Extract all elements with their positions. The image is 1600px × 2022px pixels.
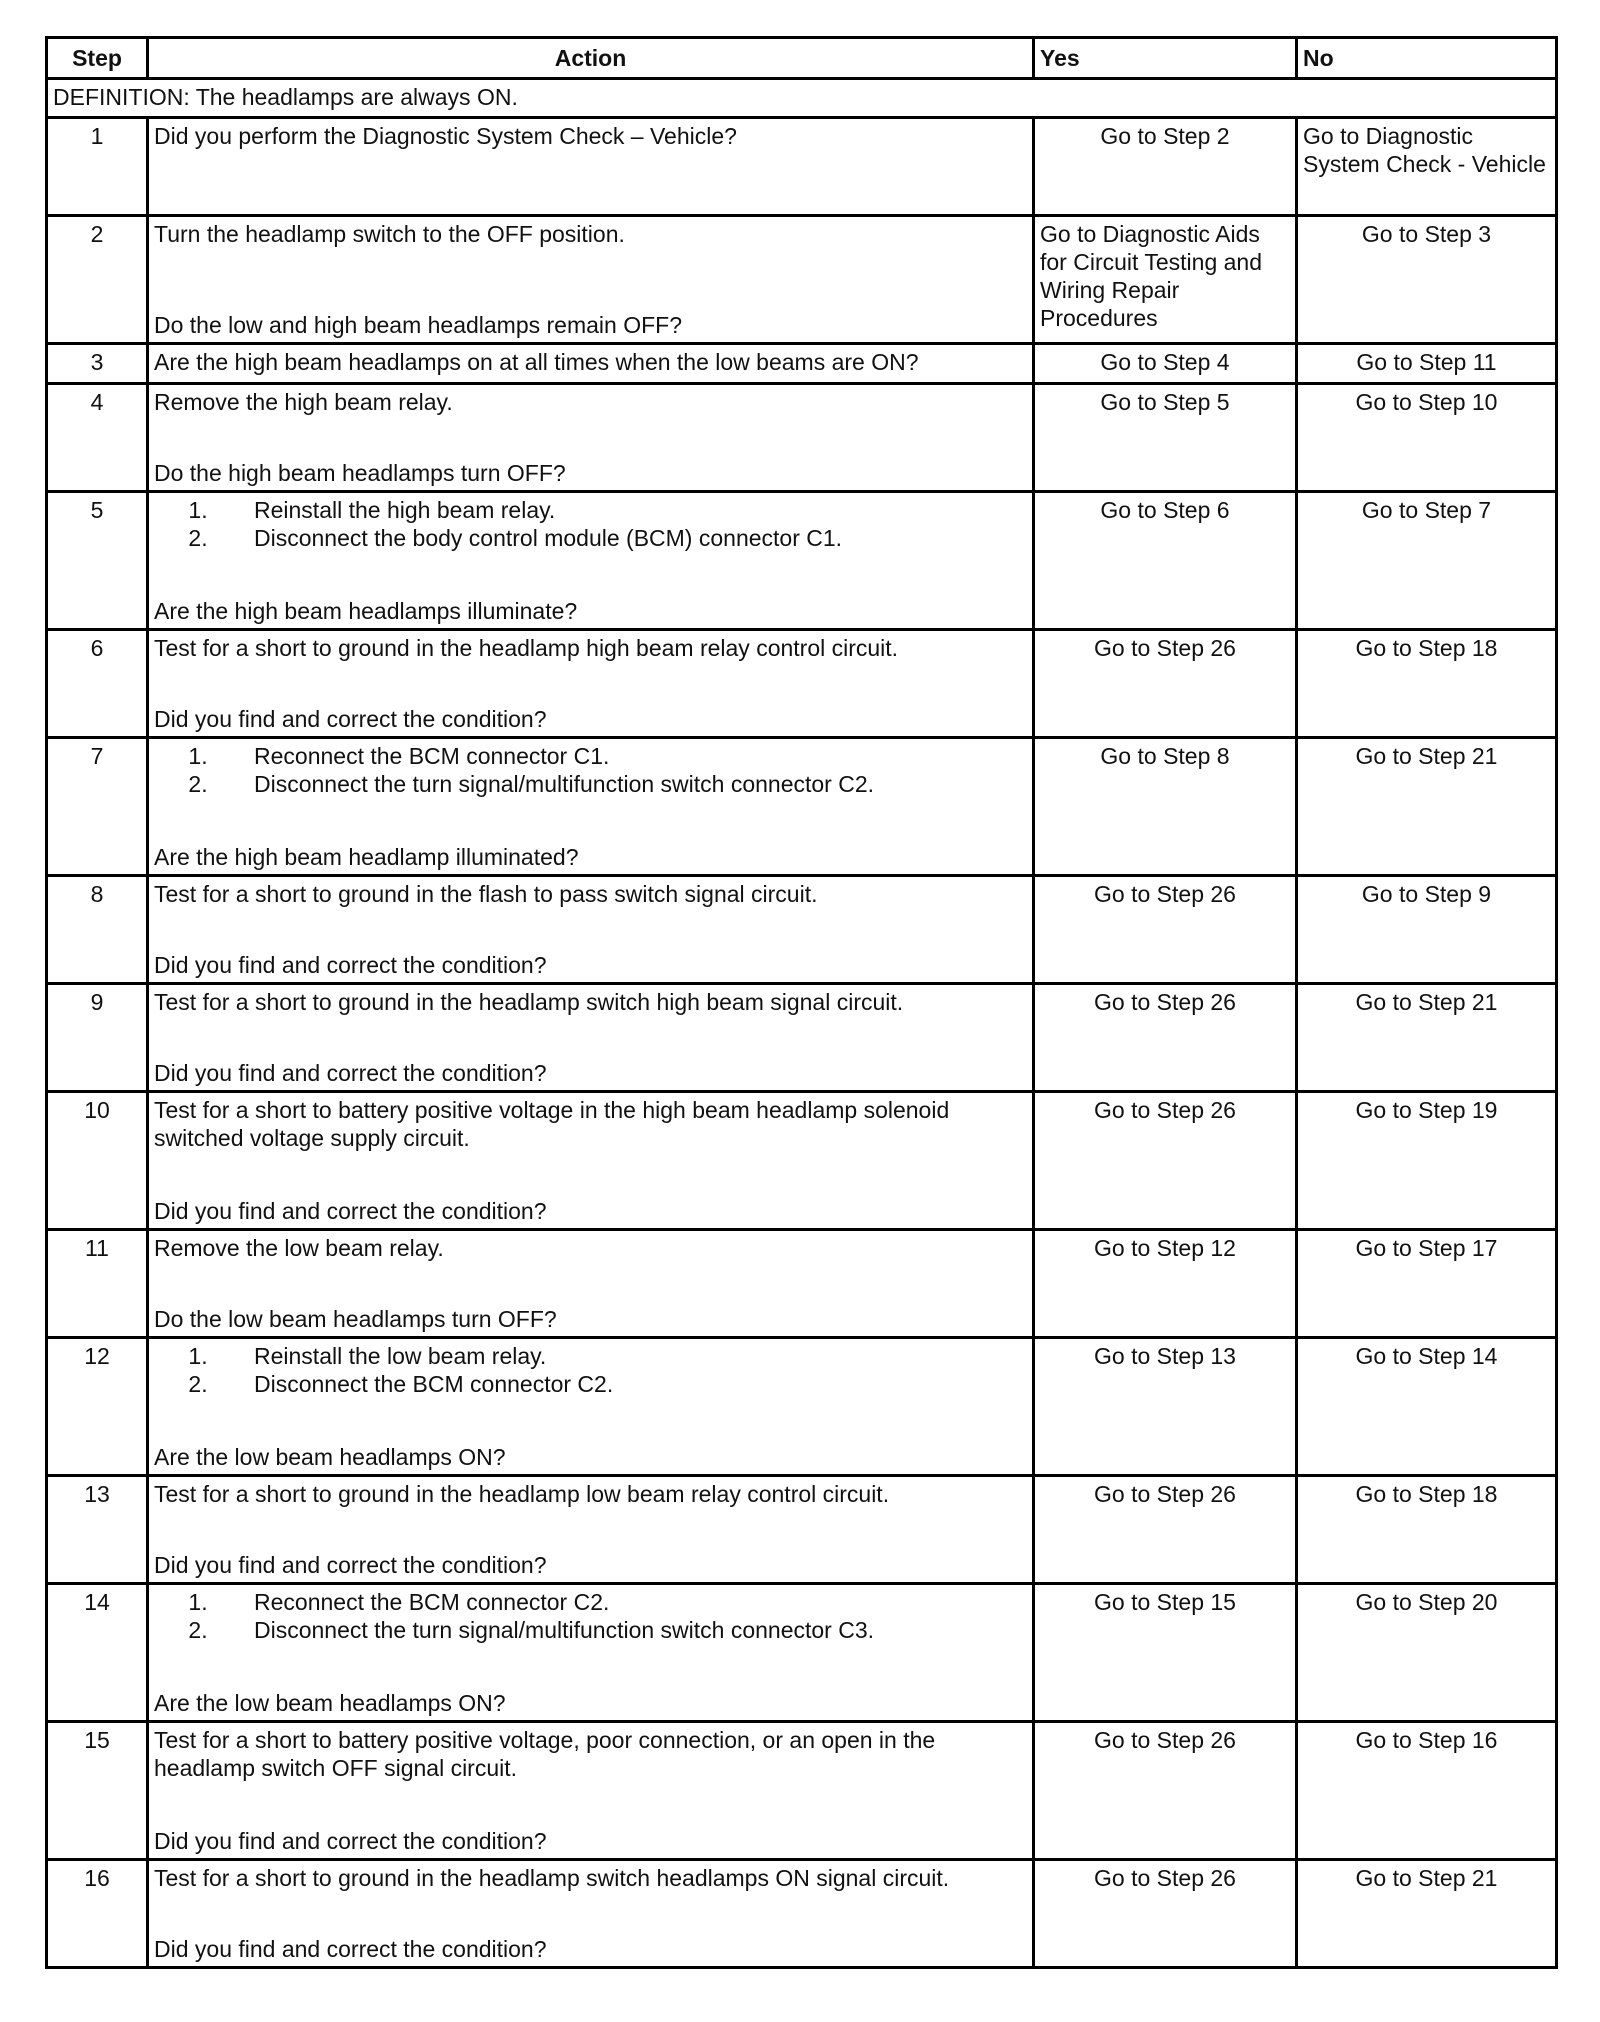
table-row: [47, 216, 1557, 344]
substep-item: 1. Reconnect the BCM connector C2.: [214, 1588, 1027, 1616]
action-cell: [148, 738, 1034, 876]
table-row: [47, 1584, 1557, 1722]
substep-item: 2. Disconnect the body control module (BCM) connector C1.: [214, 524, 1027, 552]
action-question: Do the high beam headlamps turn OFF?: [154, 460, 566, 486]
no-cell: Go to Step 7: [1297, 492, 1557, 630]
step-number: 5: [47, 492, 148, 630]
action-instruction: Test for a short to battery positive voltage in the high beam headlamp solenoid switched voltage supply circuit.: [154, 1097, 950, 1151]
step-number: 2: [47, 216, 148, 344]
table-row: [47, 1092, 1557, 1230]
table-row: [47, 738, 1557, 876]
definition-row: [47, 79, 1557, 118]
action-question: Did you find and correct the condition?: [154, 952, 547, 978]
step-number: 1: [47, 118, 148, 216]
no-cell: Go to Step 9: [1297, 876, 1557, 984]
table-row: [47, 630, 1557, 738]
yes-cell: Go to Step 2: [1034, 118, 1297, 216]
table-row: [47, 876, 1557, 984]
action-cell: [148, 118, 1034, 216]
no-cell: Go to Step 16: [1297, 1722, 1557, 1860]
yes-cell: Go to Diagnostic Aids for Circuit Testing and Wiring Repair Procedures: [1034, 216, 1297, 344]
no-cell: Go to Step 18: [1297, 630, 1557, 738]
action-question: Do the low and high beam headlamps remain OFF?: [154, 312, 683, 338]
action-cell: [148, 984, 1034, 1092]
substep-item: 2. Disconnect the turn signal/multifunction switch connector C3.: [214, 1616, 1027, 1644]
action-instruction: Test for a short to ground in the flash to pass switch signal circuit.: [154, 881, 818, 907]
table-row: [47, 344, 1557, 384]
action-instruction: Did you perform the Diagnostic System Check – Vehicle?: [154, 123, 737, 149]
yes-cell: Go to Step 26: [1034, 876, 1297, 984]
action-instruction: Are the high beam headlamps on at all times when the low beams are ON?: [154, 349, 919, 375]
yes-cell: Go to Step 5: [1034, 384, 1297, 492]
yes-cell: Go to Step 15: [1034, 1584, 1297, 1722]
no-cell: Go to Step 21: [1297, 984, 1557, 1092]
header-row: [47, 38, 1557, 79]
substep-list: [154, 496, 1027, 552]
table-row: [47, 384, 1557, 492]
action-instruction: Turn the headlamp switch to the OFF position.: [154, 221, 625, 247]
step-number: 7: [47, 738, 148, 876]
no-cell: Go to Step 18: [1297, 1476, 1557, 1584]
no-cell: Go to Step 10: [1297, 384, 1557, 492]
yes-cell: Go to Step 26: [1034, 1476, 1297, 1584]
no-cell: Go to Step 19: [1297, 1092, 1557, 1230]
no-cell: Go to Step 14: [1297, 1338, 1557, 1476]
no-cell: Go to Step 17: [1297, 1230, 1557, 1338]
substep-item: 2. Disconnect the BCM connector C2.: [214, 1370, 1027, 1398]
table-body: [47, 79, 1557, 1968]
yes-cell: Go to Step 4: [1034, 344, 1297, 384]
action-question: Did you find and correct the condition?: [154, 1828, 547, 1854]
action-cell: [148, 492, 1034, 630]
action-question: Did you find and correct the condition?: [154, 1060, 547, 1086]
no-cell: Go to Step 3: [1297, 216, 1557, 344]
step-number: 8: [47, 876, 148, 984]
action-cell: [148, 1722, 1034, 1860]
action-cell: [148, 1092, 1034, 1230]
action-cell: [148, 1476, 1034, 1584]
header-yes: Yes: [1034, 38, 1297, 79]
step-number: 3: [47, 344, 148, 384]
yes-cell: Go to Step 26: [1034, 1860, 1297, 1968]
step-number: 4: [47, 384, 148, 492]
substep-item: 2. Disconnect the turn signal/multifunction switch connector C2.: [214, 770, 1027, 798]
no-cell: Go to Diagnostic System Check - Vehicle: [1297, 118, 1557, 216]
action-instruction: Test for a short to ground in the headlamp high beam relay control circuit.: [154, 635, 899, 661]
action-question: Do the low beam headlamps turn OFF?: [154, 1306, 557, 1332]
header-no: No: [1297, 38, 1557, 79]
table-row: [47, 492, 1557, 630]
step-number: 15: [47, 1722, 148, 1860]
substep-item: 1. Reinstall the high beam relay.: [214, 496, 1027, 524]
step-number: 13: [47, 1476, 148, 1584]
action-cell: [148, 1230, 1034, 1338]
table-row: [47, 1722, 1557, 1860]
no-cell: Go to Step 21: [1297, 738, 1557, 876]
table-row: [47, 984, 1557, 1092]
step-number: 12: [47, 1338, 148, 1476]
yes-cell: Go to Step 6: [1034, 492, 1297, 630]
action-cell: [148, 1338, 1034, 1476]
definition-text: DEFINITION: The headlamps are always ON.: [47, 79, 1557, 118]
table-row: [47, 1338, 1557, 1476]
step-number: 10: [47, 1092, 148, 1230]
substep-list: [154, 1342, 1027, 1398]
action-cell: [148, 1584, 1034, 1722]
diagnostic-table: [45, 36, 1558, 1969]
yes-cell: Go to Step 26: [1034, 1092, 1297, 1230]
action-question: Did you find and correct the condition?: [154, 1936, 547, 1962]
no-cell: Go to Step 11: [1297, 344, 1557, 384]
action-question: Are the high beam headlamps illuminate?: [154, 598, 578, 624]
yes-cell: Go to Step 26: [1034, 1722, 1297, 1860]
action-instruction: Test for a short to battery positive voltage, poor connection, or an open in the headlamp switch OFF signal circuit.: [154, 1727, 936, 1781]
no-cell: Go to Step 20: [1297, 1584, 1557, 1722]
yes-cell: Go to Step 13: [1034, 1338, 1297, 1476]
action-question: Did you find and correct the condition?: [154, 1198, 547, 1224]
action-instruction: Test for a short to ground in the headlamp switch headlamps ON signal circuit.: [154, 1865, 950, 1891]
action-cell: [148, 344, 1034, 384]
table-row: [47, 118, 1557, 216]
action-cell: [148, 216, 1034, 344]
step-number: 14: [47, 1584, 148, 1722]
header-step: Step: [47, 38, 148, 79]
yes-cell: Go to Step 26: [1034, 984, 1297, 1092]
substep-item: 1. Reconnect the BCM connector C1.: [214, 742, 1027, 770]
table-row: [47, 1860, 1557, 1968]
action-question: Are the high beam headlamp illuminated?: [154, 844, 579, 870]
table-row: [47, 1230, 1557, 1338]
no-cell: Go to Step 21: [1297, 1860, 1557, 1968]
yes-cell: Go to Step 26: [1034, 630, 1297, 738]
action-cell: [148, 384, 1034, 492]
yes-cell: Go to Step 8: [1034, 738, 1297, 876]
substep-list: [154, 742, 1027, 798]
step-number: 16: [47, 1860, 148, 1968]
action-instruction: Test for a short to ground in the headlamp low beam relay control circuit.: [154, 1481, 890, 1507]
action-question: Are the low beam headlamps ON?: [154, 1444, 506, 1470]
action-cell: [148, 1860, 1034, 1968]
step-number: 6: [47, 630, 148, 738]
action-question: Did you find and correct the condition?: [154, 1552, 547, 1578]
action-instruction: Remove the low beam relay.: [154, 1235, 444, 1261]
action-question: Did you find and correct the condition?: [154, 706, 547, 732]
action-instruction: Test for a short to ground in the headlamp switch high beam signal circuit.: [154, 989, 904, 1015]
action-cell: [148, 630, 1034, 738]
action-question: Are the low beam headlamps ON?: [154, 1690, 506, 1716]
substep-item: 1. Reinstall the low beam relay.: [214, 1342, 1027, 1370]
header-action: Action: [148, 38, 1034, 79]
table-row: [47, 1476, 1557, 1584]
step-number: 9: [47, 984, 148, 1092]
action-cell: [148, 876, 1034, 984]
yes-cell: Go to Step 12: [1034, 1230, 1297, 1338]
substep-list: [154, 1588, 1027, 1644]
action-instruction: Remove the high beam relay.: [154, 389, 453, 415]
step-number: 11: [47, 1230, 148, 1338]
